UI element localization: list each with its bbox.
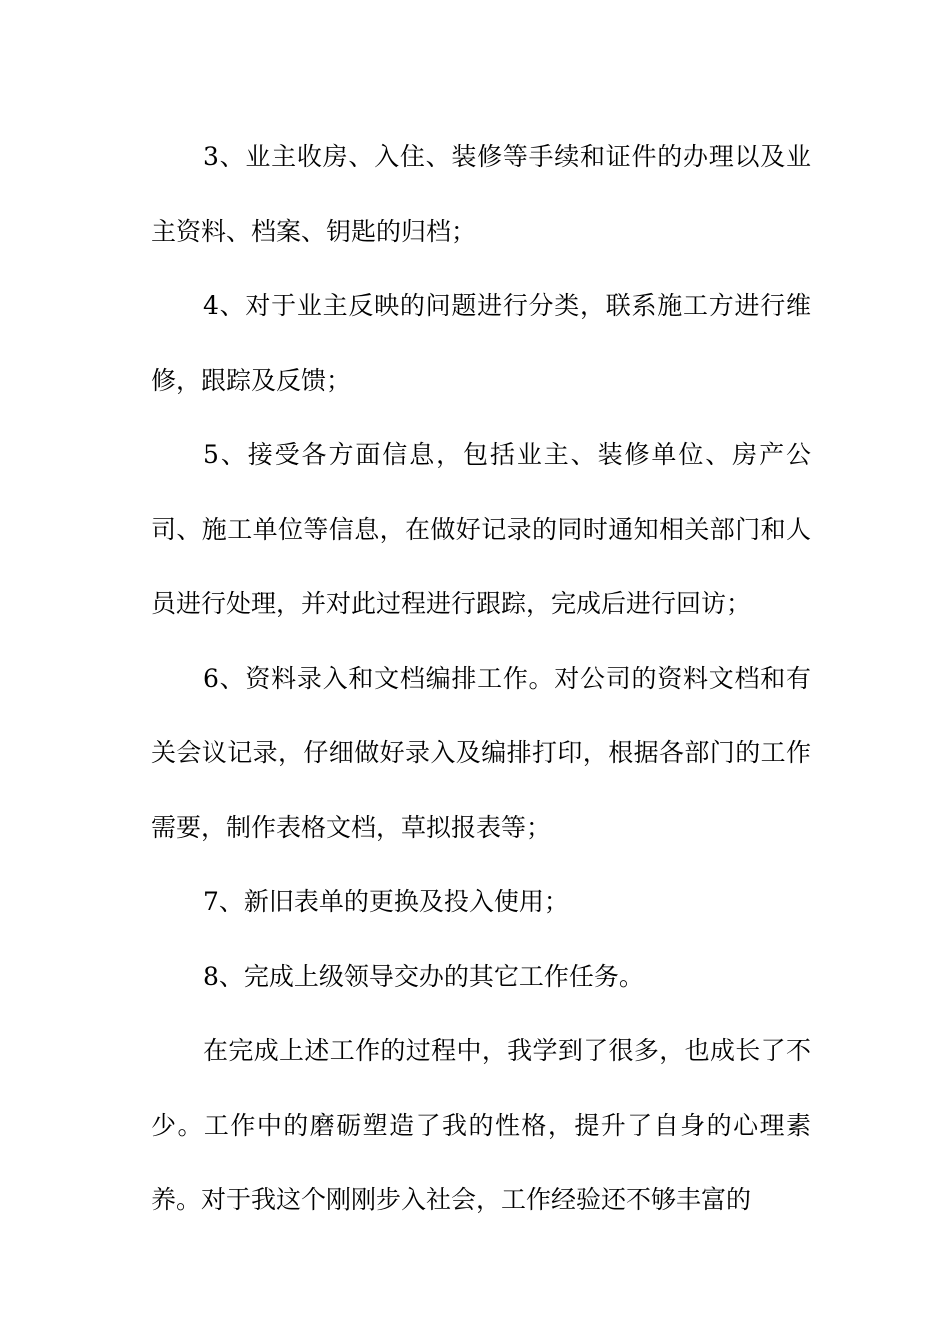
paragraph-item-4: 4、对于业主反映的问题进行分类，联系施工方进行维修，跟踪及反馈；	[151, 291, 811, 395]
paragraph-item-5: 5、接受各方面信息，包括业主、装修单位、房产公司、施工单位等信息，在做好记录的同时通知相关部门和人员进行处理，并对此过程进行跟踪，完成后进行回访；	[151, 440, 811, 618]
paragraph-item-3: 3、业主收房、入住、装修等手续和证件的办理以及业主资料、档案、钥匙的归档；	[151, 142, 811, 246]
document-body	[151, 120, 811, 1238]
paragraph-item-6: 6、资料录入和文档编排工作。对公司的资料文档和有关会议记录，仔细做好录入及编排打印，根据各部门的工作需要，制作表格文档，草拟报表等；	[151, 663, 811, 842]
paragraph-item-8: 8、完成上级领导交办的其它工作任务。	[203, 961, 644, 991]
paragraph-summary: 在完成上述工作的过程中，我学到了很多，也成长了不少。工作中的磨砺塑造了我的性格，提升了自身的心理素养。对于我这个刚刚步入社会，工作经验还不够丰富的	[151, 1036, 811, 1214]
paragraph-item-7: 7、新旧表单的更换及投入使用；	[203, 887, 569, 916]
